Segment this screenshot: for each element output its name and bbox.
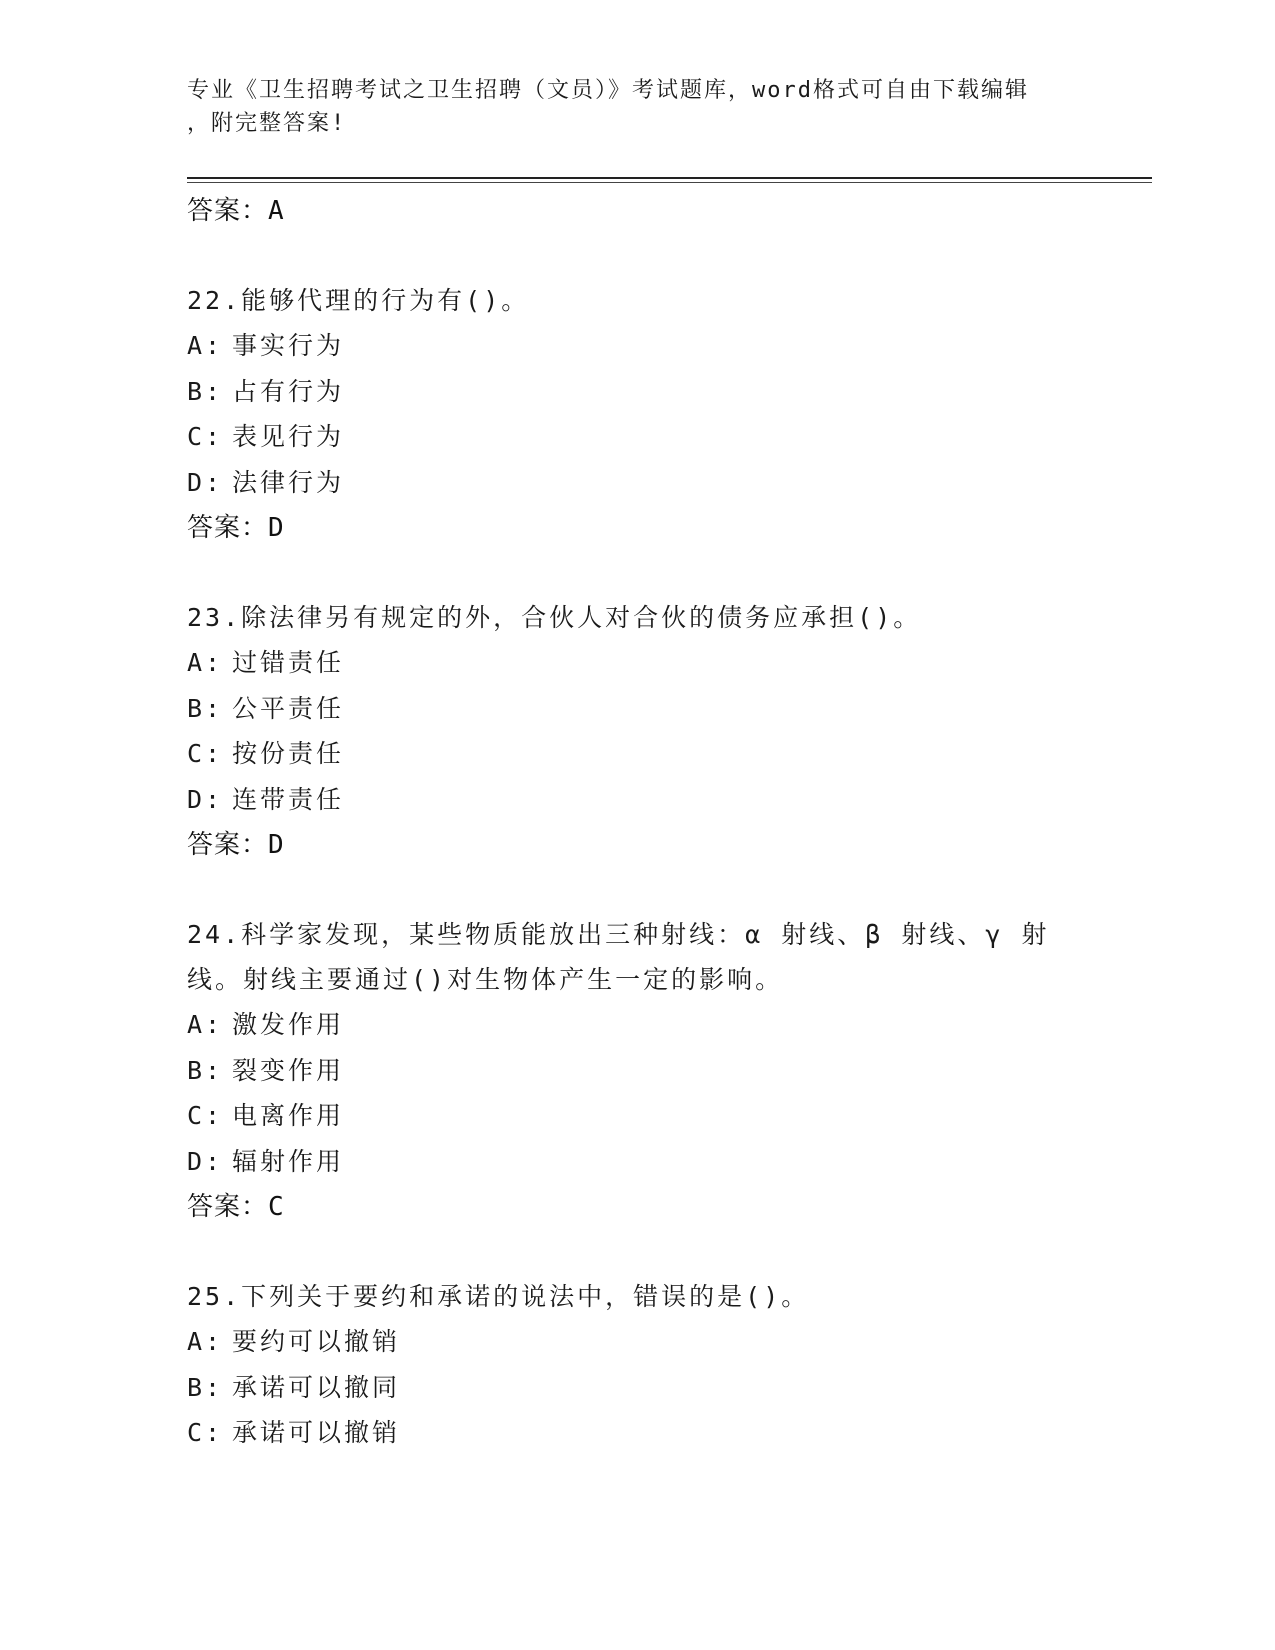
option-letter: C: xyxy=(187,422,224,451)
option-b xyxy=(187,369,1087,415)
option-letter: B: xyxy=(187,376,224,406)
question-stem-line-2: 线。射线主要通过()对生物体产生一定的影响。 xyxy=(187,965,784,994)
option-letter: C: xyxy=(187,1418,224,1447)
option-letter: C: xyxy=(187,1101,224,1130)
option-text: 表见行为 xyxy=(232,422,345,451)
answer-line: 答案：D xyxy=(187,513,285,543)
option-text: 辐射作用 xyxy=(232,1146,345,1176)
option-text: 承诺可以撤同 xyxy=(232,1372,401,1402)
option-letter: A: xyxy=(187,1010,224,1039)
option-text: 裂变作用 xyxy=(232,1055,345,1085)
question-stem-line-1: 24.科学家发现，某些物质能放出三种射线：α 射线、β 射线、γ 射 xyxy=(187,920,1050,949)
option-letter: D: xyxy=(187,467,224,497)
option-text: 法律行为 xyxy=(232,467,345,497)
option-text: 占有行为 xyxy=(232,376,345,406)
option-letter: B: xyxy=(187,1055,224,1085)
answer-line: 答案：A xyxy=(187,196,285,226)
option-c xyxy=(187,731,1087,777)
option-letter: D: xyxy=(187,1146,224,1176)
header-line-2: ，附完整答案! xyxy=(187,111,347,136)
option-letter: A: xyxy=(187,331,224,360)
option-text: 要约可以撤销 xyxy=(232,1327,401,1356)
option-text: 按份责任 xyxy=(232,739,345,768)
option-letter: C: xyxy=(187,739,224,768)
answer-line: 答案：C xyxy=(187,1192,285,1222)
option-a xyxy=(187,640,1087,686)
question-22 xyxy=(187,278,1087,551)
option-letter: B: xyxy=(187,1372,224,1402)
option-c xyxy=(187,414,1087,460)
header-rule-thin xyxy=(187,182,1152,183)
question-23 xyxy=(187,595,1087,868)
document-body xyxy=(187,188,1087,1456)
option-text: 激发作用 xyxy=(232,1010,345,1039)
document-header xyxy=(187,74,1087,140)
answer-line: 答案：D xyxy=(187,830,285,860)
option-b xyxy=(187,1048,1087,1094)
option-a xyxy=(187,1319,1087,1365)
option-letter: B: xyxy=(187,693,224,723)
option-c xyxy=(187,1410,1087,1456)
header-line-1: 专业《卫生招聘考试之卫生招聘（文员）》考试题库，word格式可自由下载编辑 xyxy=(187,78,1029,103)
option-text: 电离作用 xyxy=(232,1101,345,1130)
option-b xyxy=(187,1365,1087,1411)
header-rule-thick xyxy=(187,177,1152,179)
question-24 xyxy=(187,912,1087,1230)
option-a xyxy=(187,323,1087,369)
question-25 xyxy=(187,1274,1087,1456)
option-a xyxy=(187,1002,1087,1048)
option-b xyxy=(187,686,1087,732)
option-text: 承诺可以撤销 xyxy=(232,1418,401,1447)
option-letter: A: xyxy=(187,1327,224,1356)
option-letter: D: xyxy=(187,784,224,814)
option-text: 公平责任 xyxy=(232,693,345,723)
option-text: 连带责任 xyxy=(232,784,345,814)
option-c xyxy=(187,1093,1087,1139)
option-text: 事实行为 xyxy=(232,331,345,360)
option-d xyxy=(187,460,1087,506)
question-stem: 22.能够代理的行为有()。 xyxy=(187,286,530,315)
question-stem: 25.下列关于要约和承诺的说法中，错误的是()。 xyxy=(187,1282,810,1311)
question-stem: 23.除法律另有规定的外，合伙人对合伙的债务应承担()。 xyxy=(187,603,922,632)
option-letter: A: xyxy=(187,648,224,677)
option-text: 过错责任 xyxy=(232,648,345,677)
option-d xyxy=(187,1139,1087,1185)
option-d xyxy=(187,777,1087,823)
